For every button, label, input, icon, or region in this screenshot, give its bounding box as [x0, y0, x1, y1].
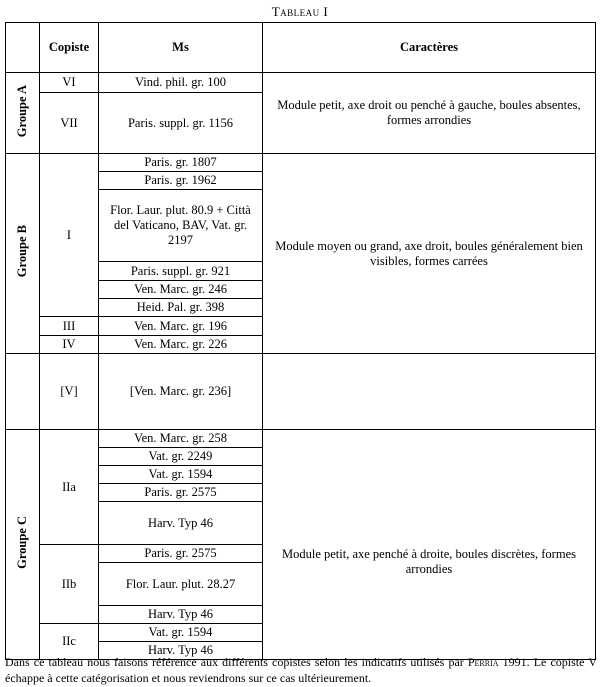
ms-cell: Ven. Marc. gr. 246 — [99, 281, 263, 299]
header-ms: Ms — [99, 23, 263, 73]
author-name: Perria — [467, 655, 499, 669]
ms-cell: Ven. Marc. gr. 258 — [99, 430, 263, 448]
footnote: Dans ce tableau nous faisons référence aux différents copistes selon les indicatifs utilisés par Perria 1991. Le copiste V échappe à cette catégorisation et nous reviendrons sur ce cas ultérieurement. — [5, 655, 597, 685]
header-row — [6, 23, 596, 73]
table-caption: Tableau I — [271, 4, 329, 19]
caracteres-empty — [263, 354, 596, 430]
ms-cell: Harv. Typ 46 — [99, 642, 263, 660]
table-row — [6, 354, 596, 430]
header-copiste: Copiste — [40, 23, 99, 73]
group-a-caracteres: Module petit, axe droit ou penché à gauche, boules absentes, formes arrondies — [263, 73, 596, 154]
group-b-caracteres: Module moyen ou grand, axe droit, boules généralement bien visibles, formes carrées — [263, 154, 596, 354]
ms-cell: Paris. gr. 1807 — [99, 154, 263, 172]
group-b-label: Groupe B — [6, 154, 40, 354]
ms-cell: Flor. Laur. plut. 28.27 — [99, 563, 263, 606]
ms-cell: Vat. gr. 1594 — [99, 466, 263, 484]
copiste-cell: IV — [40, 336, 99, 354]
copiste-cell: I — [40, 154, 99, 317]
ms-cell: Harv. Typ 46 — [99, 502, 263, 545]
ms-cell: Flor. Laur. plut. 80.9 + Città del Vaticano, BAV, Vat. gr. 2197 — [99, 190, 263, 262]
ms-cell: Vind. phil. gr. 100 — [99, 73, 263, 93]
ms-cell: Ven. Marc. gr. 196 — [99, 317, 263, 336]
group-c-label: Groupe C — [6, 430, 40, 660]
table-row — [6, 430, 596, 448]
copiste-cell: IIc — [40, 624, 99, 660]
ms-cell: Vat. gr. 1594 — [99, 624, 263, 642]
table-row — [6, 154, 596, 172]
ms-cell: Paris. gr. 2575 — [99, 484, 263, 502]
copiste-cell: [V] — [40, 354, 99, 430]
ms-cell: Heid. Pal. gr. 398 — [99, 299, 263, 317]
ms-cell: [Ven. Marc. gr. 236] — [99, 354, 263, 430]
header-caracteres: Caractères — [263, 23, 596, 73]
ms-cell: Paris. gr. 2575 — [99, 545, 263, 563]
ms-cell: Ven. Marc. gr. 226 — [99, 336, 263, 354]
table-row — [6, 73, 596, 93]
ms-cell: Harv. Typ 46 — [99, 606, 263, 624]
ms-cell: Paris. suppl. gr. 921 — [99, 262, 263, 281]
group-a-label: Groupe A — [6, 73, 40, 154]
header-group — [6, 23, 40, 73]
copiste-cell: IIb — [40, 545, 99, 624]
ms-cell: Paris. suppl. gr. 1156 — [99, 93, 263, 154]
copiste-cell: VI — [40, 73, 99, 93]
copiste-cell: III — [40, 317, 99, 336]
group-empty — [6, 354, 40, 430]
copiste-cell: VII — [40, 93, 99, 154]
copyists-table — [5, 22, 596, 660]
group-c-caracteres: Module petit, axe penché à droite, boules discrètes, formes arrondies — [263, 430, 596, 660]
ms-cell: Vat. gr. 2249 — [99, 448, 263, 466]
ms-cell: Paris. gr. 1962 — [99, 172, 263, 190]
copiste-cell: IIa — [40, 430, 99, 545]
